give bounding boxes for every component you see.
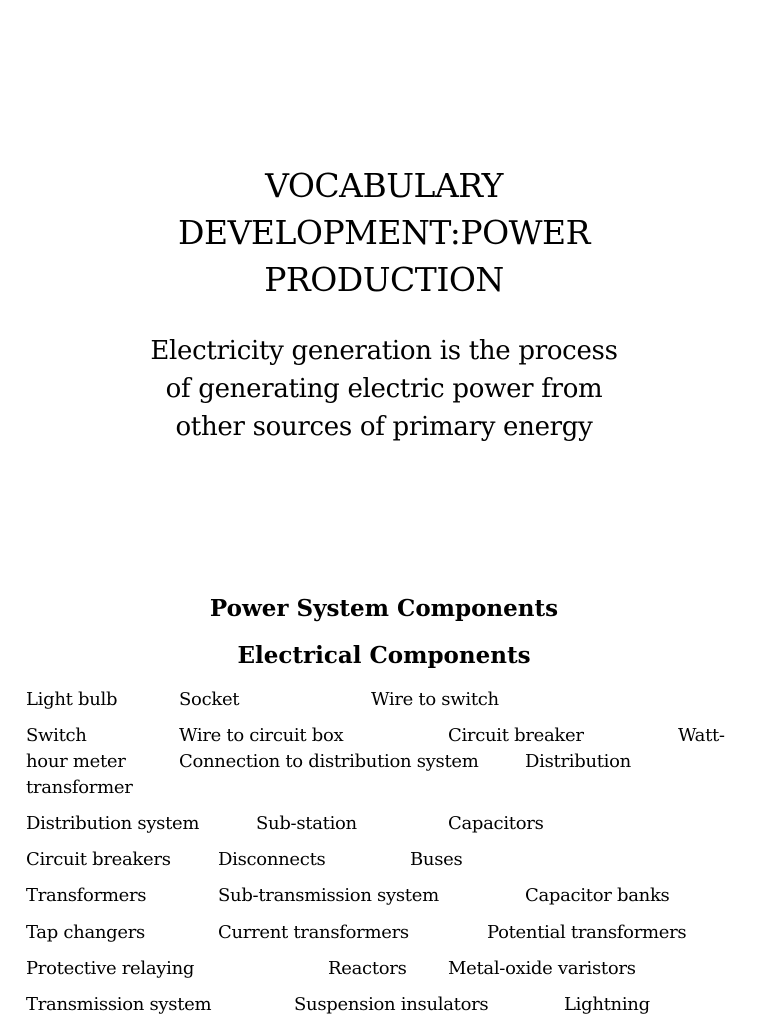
vocab-term: Socket [179,689,240,710]
vocab-term: Sub-transmission system [218,885,439,906]
vocab-term: Connection to distribution system [179,751,479,772]
title-line: PRODUCTION [264,260,504,299]
vocab-term: Protective relaying [26,958,195,979]
vocab-term: Suspension insulators [294,994,489,1015]
vocab-term: Current transformers [218,922,409,943]
vocab-term: Switch [26,725,87,746]
vocab-term: hour meter [26,751,126,772]
vocab-term: Circuit breakers [26,849,171,870]
vocab-term: Distribution [525,751,631,772]
slide-subtitle [0,332,768,446]
vocab-term: Potential transformers [487,922,687,943]
vocab-term: Capacitor banks [525,885,670,906]
slide-title [0,162,768,303]
title-line: VOCABULARY [265,166,503,205]
subtitle-line: other sources of primary energy [175,412,593,442]
vocab-term: Distribution system [26,813,200,834]
vocab-term: Transmission system [26,994,212,1015]
vocab-term: Reactors [328,958,407,979]
section-heading: Power System Components [209,595,559,622]
vocab-term: Capacitors [448,813,544,834]
vocab-term: Circuit breaker [448,725,584,746]
subtitle-line: Electricity generation is the process [150,336,618,366]
vocab-term: Wire to circuit box [179,725,344,746]
subtitle-line: of generating electric power from [165,374,603,404]
title-line: DEVELOPMENT:POWER [178,213,590,252]
vocab-term: Light bulb [26,689,118,710]
vocab-term: Transformers [26,885,147,906]
vocab-term: Tap changers [26,922,145,943]
vocab-term: Watt- [678,725,725,746]
vocab-term: Lightning [564,994,650,1015]
vocab-term: Buses [410,849,463,870]
vocab-term: Sub-station [256,813,357,834]
vocab-term: Metal-oxide varistors [448,958,636,979]
subsection-heading: Electrical Components [237,642,531,669]
vocab-term: Wire to switch [371,689,499,710]
vocab-term: Disconnects [218,849,326,870]
vocab-term: transformer [26,777,133,798]
